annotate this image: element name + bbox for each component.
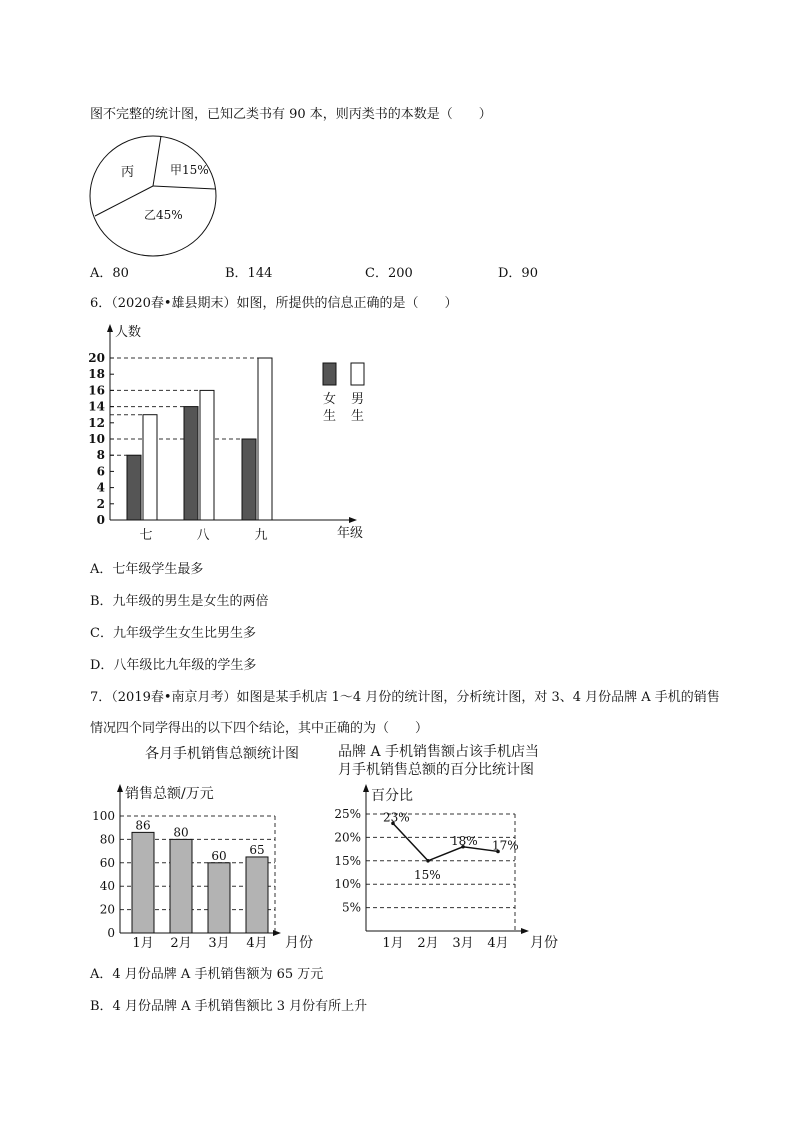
q7-line-ytick-label: 10% [334,877,361,892]
pie-label-yi: 乙45% [144,208,183,222]
q5-pie-chart [88,133,220,259]
q6-y-arrow [107,324,113,332]
q7-bar-value-label: 60 [211,848,227,863]
q7-stem-line1: 7．（2019春•南京月考）如图是某手机店 1～4 月份的统计图，分析统计图，对 3、4 月份品牌 A 手机的销售 [90,690,720,705]
q6-x-category: 七 [139,528,153,543]
legend-girls-char2: 生 [323,409,337,424]
q7-bar [246,857,268,933]
q6-ytick-label: 14 [88,399,105,414]
q6-ytick-label: 2 [96,496,105,511]
q7-line-value-label: 17% [492,838,519,853]
q6-option-d: D．八年级比九年级的学生多 [90,658,257,673]
q6-y-label: 人数 [115,325,142,340]
q6-option-c: C．九年级学生女生比男生多 [90,626,256,641]
q6-x-label: 年级 [337,526,364,541]
q7-bar-y-label: 销售总额/万元 [125,786,214,802]
q7-line-ytick-label: 25% [334,807,361,821]
q6-option-b: B．九年级的男生是女生的两倍 [90,594,269,609]
q6-option-a: A．七年级学生最多 [90,562,204,577]
q6-stem: 6．（2020春•雄县期末）如图，所提供的信息正确的是（ ） [90,296,458,311]
q7-bar-ytick-label: 0 [107,926,115,940]
legend-girls-char1: 女 [323,392,337,407]
q6-ytick-label: 18 [88,367,105,382]
pie-label-jia: 甲15% [170,163,209,177]
q7-line-series [393,823,498,860]
q7-line-x-category: 4月 [487,936,509,951]
q7-line-x-label: 月份 [530,935,558,951]
q6-bar-girls [184,407,198,520]
q6-bar-girls [127,455,141,520]
q7-line-title-1: 品牌 A 手机销售额占该手机店当 [338,744,540,760]
q7-line-point [426,859,430,863]
q7-line-value-label: 23% [383,810,410,825]
q5-option-d: D．90 [498,266,538,281]
legend-boys-char1: 男 [351,392,365,407]
q7-bar-value-label: 80 [173,825,189,840]
q6-ytick-label: 20 [88,351,105,365]
q5-option-c: C．200 [365,266,413,281]
q7-line-x-arrow [521,928,529,934]
q7-line-y-label: 百分比 [371,788,413,804]
q6-ytick-label: 4 [96,480,105,495]
q7-bar [208,863,230,933]
q7-bar-value-label: 86 [135,818,151,833]
q6-ytick-label: 12 [88,415,105,430]
q7-line-ytick-label: 20% [334,830,361,845]
q7-line-x-category: 1月 [382,936,404,951]
q7-bar [132,832,154,933]
q7-bar-x-category: 2月 [170,936,192,951]
q7-bar-ytick-label: 20 [99,902,115,917]
q7-bar-x-category: 3月 [208,936,230,951]
q7-stem-line2: 情况四个同学得出的以下四个结论，其中正确的为（ ） [90,721,429,736]
q5-option-a: A．80 [90,266,129,281]
q6-ytick-label: 8 [96,448,105,463]
q7-line-x-category: 2月 [417,936,439,951]
q6-ytick-label: 16 [88,383,105,398]
q7-bar-x-category: 1月 [132,936,154,951]
q7-bar-title: 各月手机销售总额统计图 [145,746,299,762]
q7-line-value-label: 18% [451,833,478,848]
q7-bar-x-category: 4月 [246,936,268,951]
q7-line-ytick-label: 5% [341,900,361,915]
q6-bar-chart [85,318,385,546]
q5-option-b: B．144 [225,266,273,281]
q7-line-title-2: 月手机销售总额的百分比统计图 [338,762,534,778]
q7-bar-ytick-label: 60 [99,855,115,870]
q6-ytick-label: 10 [88,432,105,446]
q7-bar-x-arrow [273,930,281,936]
q6-ytick-label: 6 [96,464,105,479]
q7-bar-y-arrow [117,784,123,792]
q7-bar-value-label: 65 [249,842,265,857]
q7-line-value-label: 15% [414,867,441,882]
q7-bar [170,839,192,933]
q7-bar-ytick-label: 40 [99,879,115,894]
legend-swatch-boys [351,363,364,385]
legend-swatch-girls [323,363,336,385]
q7-option-b: B．4 月份品牌 A 手机销售额比 3 月份有所上升 [90,999,368,1014]
q6-x-arrow [349,517,357,523]
q6-bar-boys [200,390,214,520]
q6-bar-boys [258,358,272,520]
q6-bar-boys [143,415,157,520]
q6-ytick-label: 0 [96,513,105,527]
q7-line-x-category: 3月 [452,936,474,951]
q7-line-chart [325,738,570,956]
q6-bar-girls [242,439,256,520]
q5-stem: 图不完整的统计图，已知乙类书有 90 本，则丙类书的本数是（ ） [90,107,492,122]
pie-label-bing: 丙 [121,165,135,180]
q7-bar-chart [85,738,325,956]
legend-boys-char2: 生 [351,409,365,424]
q7-bar-ytick-label: 80 [99,832,115,847]
q7-option-a: A．4 月份品牌 A 手机销售额为 65 万元 [90,967,324,982]
q7-line-ytick-label: 15% [334,853,361,868]
q7-bar-ytick-label: 100 [92,809,115,823]
q6-x-category: 八 [196,528,210,543]
q7-line-y-arrow [363,784,369,792]
q7-bar-x-label: 月份 [285,935,313,951]
q6-x-category: 九 [254,528,268,543]
